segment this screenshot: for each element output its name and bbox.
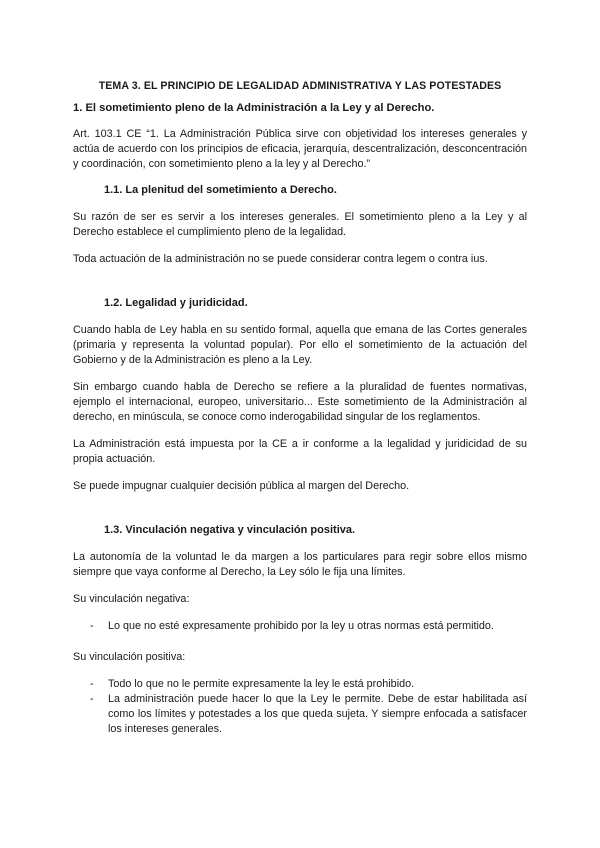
positive-binding-list (73, 677, 527, 737)
subsection-1-2-paragraph-4: Se puede impugnar cualquier decisión pública al margen del Derecho. (73, 480, 410, 492)
section-1-heading: 1. El sometimiento pleno de la Administración a la Ley y al Derecho. (73, 102, 435, 114)
list-item (73, 677, 527, 692)
positive-binding-label: Su vinculación positiva: (73, 651, 186, 663)
dash-bullet: - (90, 693, 94, 705)
subsection-1-3-paragraph-1: La autonomía de la voluntad le da margen a los particulares para regir sobre ellos mismo siempre que vaya conforme al Derecho, la Ley sólo le fija una límites. (73, 551, 527, 578)
list-item-text: La administración puede hacer lo que la Ley le permite. Debe de estar habilitada así como los límites y potestades a los que queda sujeta. Y siempre enfocada a satisfacer los intereses generales. (108, 693, 527, 735)
subsection-1-1-paragraph-1: Su razón de ser es servir a los intereses generales. El sometimiento pleno a la Ley y al Derecho establece el cumplimiento pleno de la legalidad. (73, 211, 527, 238)
dash-bullet: - (90, 620, 94, 632)
dash-bullet: - (90, 678, 94, 690)
subsection-1-2-paragraph-1: Cuando habla de Ley habla en su sentido formal, aquella que emana de las Cortes generales (primaria y representa la voluntad popular). Por ello el sometimiento de la actuación del Gobierno y de la Administración es pleno a la Ley. (73, 324, 527, 366)
subsection-1-2-heading: 1.2. Legalidad y juridicidad. (104, 297, 248, 309)
section-1-intro: Art. 103.1 CE “1. La Administración Pública sirve con objetividad los intereses generales y actúa de acuerdo con los principios de eficacia, jerarquía, descentralización, desconcentración y coordinación, con sometimiento pleno a la ley y al Derecho.” (73, 128, 527, 170)
list-item-text: Lo que no esté expresamente prohibido por la ley u otras normas está permitido. (108, 620, 494, 632)
document-title: TEMA 3. EL PRINCIPIO DE LEGALIDAD ADMINISTRATIVA Y LAS POTESTADES (98, 80, 502, 92)
list-item-text: Todo lo que no le permite expresamente la ley le está prohibido. (108, 678, 415, 690)
spacer (73, 279, 527, 297)
negative-binding-label: Su vinculación negativa: (73, 593, 190, 605)
subsection-1-1-paragraph-2: Toda actuación de la administración no se puede considerar contra legem o contra ius. (73, 253, 488, 265)
list-item (73, 619, 527, 634)
subsection-1-3-heading: 1.3. Vinculación negativa y vinculación positiva. (104, 524, 356, 536)
subsection-1-1-heading: 1.1. La plenitud del sometimiento a Derecho. (104, 184, 337, 196)
list-item (73, 692, 527, 737)
subsection-1-2-paragraph-2: Sin embargo cuando habla de Derecho se refiere a la pluralidad de fuentes normativas, ejemplo el internacional, europeo, universitario... Este sometimiento de la Administración al derecho, en minúscula, se conoce como inderogabilidad singular de los reglamentos. (73, 381, 527, 423)
negative-binding-list (73, 619, 527, 634)
spacer (73, 506, 527, 524)
subsection-1-2-paragraph-3: La Administración está impuesta por la CE a ir conforme a la legalidad y juridicidad de su propia actuación. (73, 438, 527, 465)
